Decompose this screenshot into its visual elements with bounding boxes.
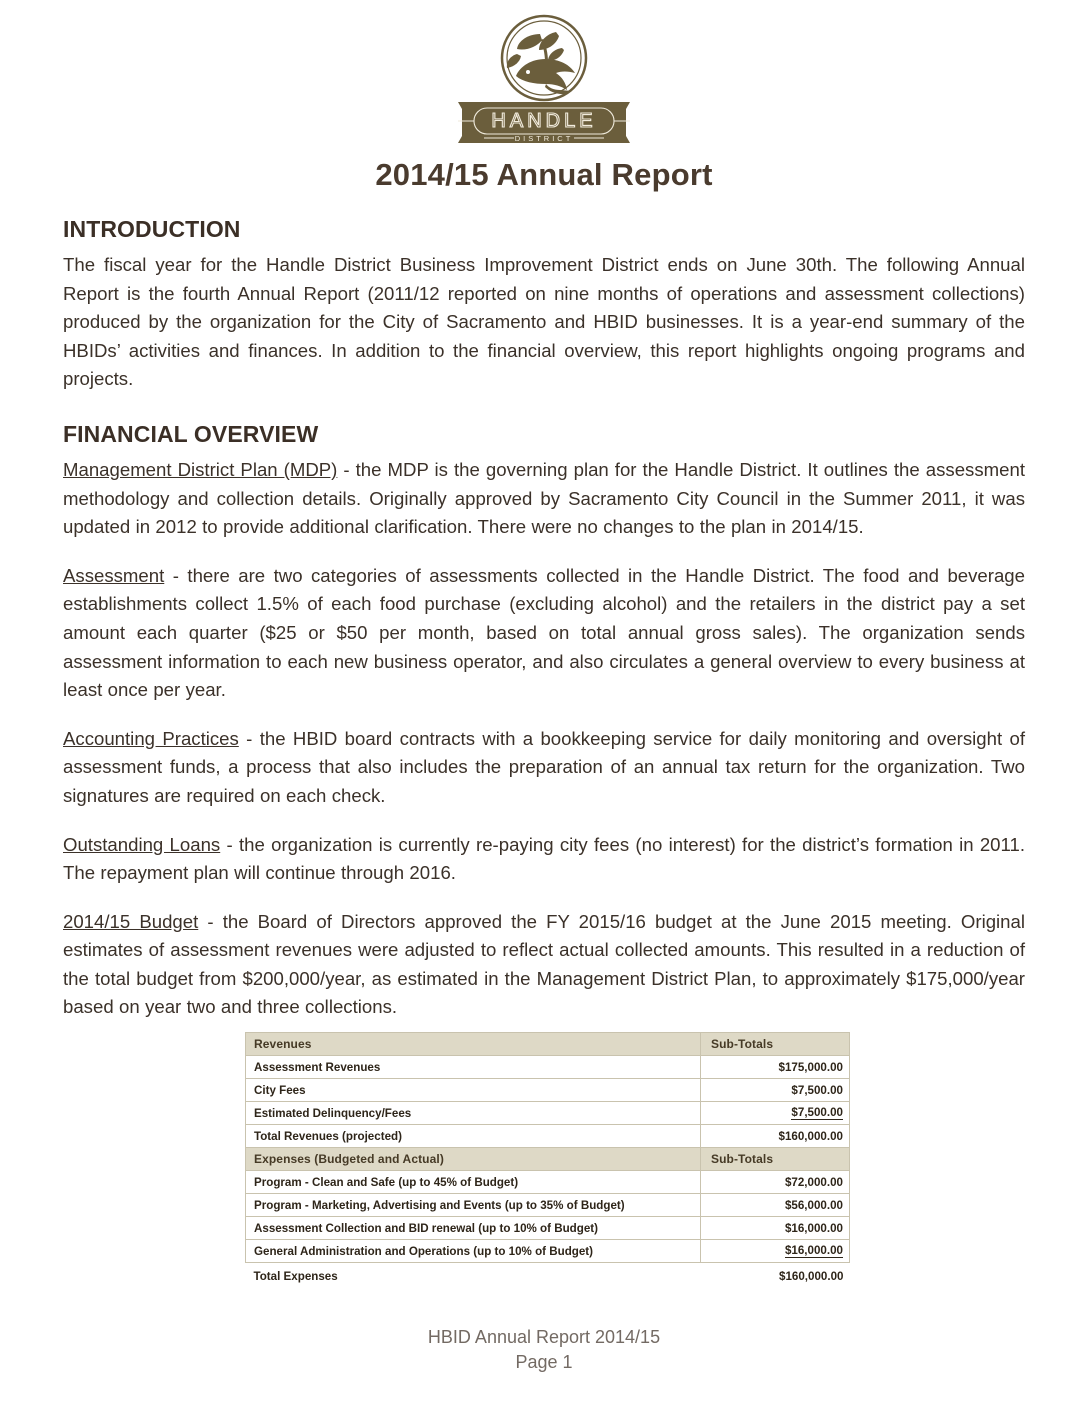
- row-label: Program - Clean and Safe (up to 45% of Budget): [246, 1171, 701, 1194]
- paragraph-text: - the Board of Directors approved the FY 2015/16 budget at the June 2015 meeting. Original estimates of assessment revenues were adjusted to reflect actual collected amounts. This resulted in a reduction of the total budget from $200,000/year, as estimated in the Management District Plan, to approximately $175,000/year based on year two and three collections.: [63, 910, 1025, 1018]
- paragraph-lead: 2014/15 Budget: [63, 910, 199, 932]
- table-header-row-revenues: [246, 1033, 850, 1056]
- paragraph-text: - the HBID board contracts with a bookkeeping service for daily monitoring and oversight of assessment funds, a process that also includes the preparation of an annual tax return for the organization. Two signatures are required on each check.: [63, 727, 1025, 806]
- paragraph-budget: [63, 908, 1025, 1022]
- paragraph-introduction: [63, 251, 1025, 394]
- logo-banner: [458, 102, 630, 143]
- table-row: [246, 1240, 850, 1263]
- table-header-row-expenses: [246, 1148, 850, 1171]
- document-body: [63, 216, 1025, 1042]
- row-label: Assessment Collection and BID renewal (up to 10% of Budget): [246, 1217, 701, 1240]
- table-row: [246, 1171, 850, 1194]
- row-label: Program - Marketing, Advertising and Events (up to 35% of Budget): [246, 1194, 701, 1217]
- row-amount: $16,000.00: [701, 1217, 850, 1240]
- page-title: 2014/15 Annual Report: [375, 157, 713, 192]
- table-row: [246, 1102, 850, 1125]
- row-label: General Administration and Operations (up to 10% of Budget): [246, 1240, 701, 1263]
- bird-icon: [516, 59, 575, 94]
- row-label: Estimated Delinquency/Fees: [246, 1102, 701, 1125]
- column-header-subtotals: Sub-Totals: [701, 1148, 850, 1171]
- paragraph-assessment: [63, 562, 1025, 705]
- table-row: [246, 1056, 850, 1079]
- footer-line-page-number: Page 1: [515, 1352, 573, 1372]
- row-label: City Fees: [246, 1079, 701, 1102]
- section-heading-financial-overview: FINANCIAL OVERVIEW: [63, 420, 319, 447]
- budget-table: [245, 1032, 850, 1287]
- page-footer: [0, 1325, 1088, 1375]
- row-amount: $160,000.00: [701, 1125, 850, 1148]
- paragraph-text: The fiscal year for the Handle District Business Improvement District ends on June 30th. The following Annual Report is the fourth Annual Report (2011/12 reported on nine months of operations and assessment collections) produced by the organization for the City of Sacramento and HBID businesses. It is a year-end summary of the HBIDs’ activities and finances. In addition to the financial overview, this report highlights ongoing programs and projects.: [63, 254, 1025, 390]
- section-heading-introduction: INTRODUCTION: [63, 216, 241, 242]
- paragraph-lead: Outstanding Loans: [63, 833, 221, 855]
- table-row: [246, 1125, 850, 1148]
- footer-line-report: HBID Annual Report 2014/15: [427, 1327, 661, 1347]
- logo-svg: [444, 14, 644, 146]
- row-label: Total Revenues (projected): [246, 1125, 701, 1148]
- row-label: Total Expenses: [246, 1263, 701, 1288]
- handle-district-logo: [0, 14, 1088, 146]
- column-header-revenues: Revenues: [246, 1033, 701, 1056]
- row-amount: $160,000.00: [701, 1263, 850, 1288]
- budget-table-container: [245, 1032, 849, 1287]
- paragraph-lead: Management District Plan (MDP): [63, 458, 338, 480]
- row-amount-underlined: $16,000.00: [784, 1244, 843, 1257]
- paragraph-text: - there are two categories of assessments collected in the Handle District. The food and beverage establishments collect 1.5% of each food purchase (excluding alcohol) and the retailers in the district pay a set amount each quarter ($25 or $50 per month, based on total annual gross sales). The organization sends assessment information to each new business operator, and also circulates a general overview to every business at least once per year.: [63, 564, 1025, 701]
- logo-wordmark-text: HANDLE: [491, 110, 597, 132]
- logo-subtitle-text: DISTRICT: [514, 134, 574, 143]
- column-header-expenses: Expenses (Budgeted and Actual): [246, 1148, 701, 1171]
- row-amount: $175,000.00: [701, 1056, 850, 1079]
- row-label: Assessment Revenues: [246, 1056, 701, 1079]
- row-amount: [701, 1102, 850, 1125]
- paragraph-lead: Accounting Practices: [63, 727, 239, 749]
- row-amount: $7,500.00: [701, 1079, 850, 1102]
- row-amount: $72,000.00: [701, 1171, 850, 1194]
- row-amount: [701, 1240, 850, 1263]
- row-amount-underlined: $7,500.00: [791, 1106, 843, 1119]
- table-row-total-expenses: [246, 1263, 850, 1288]
- paragraph-text: - the organization is currently re-paying city fees (no interest) for the district’s formation in 2011. The repayment plan will continue through 2016.: [63, 833, 1025, 884]
- table-row: [246, 1194, 850, 1217]
- paragraph-management-district-plan: [63, 456, 1025, 542]
- paragraph-text: - the MDP is the governing plan for the Handle District. It outlines the assessment methodology and collection details. Originally approved by Sacramento City Council in the Summer 2011, it was updated in 2012 to provide additional clarification. There were no changes to the plan in 2014/15.: [63, 458, 1025, 538]
- column-header-subtotals: Sub-Totals: [701, 1033, 850, 1056]
- paragraph-outstanding-loans: [63, 831, 1025, 888]
- table-row: [246, 1217, 850, 1240]
- paragraph-lead: Assessment: [63, 564, 165, 586]
- paragraph-accounting-practices: [63, 725, 1025, 811]
- row-amount: $56,000.00: [701, 1194, 850, 1217]
- table-row: [246, 1079, 850, 1102]
